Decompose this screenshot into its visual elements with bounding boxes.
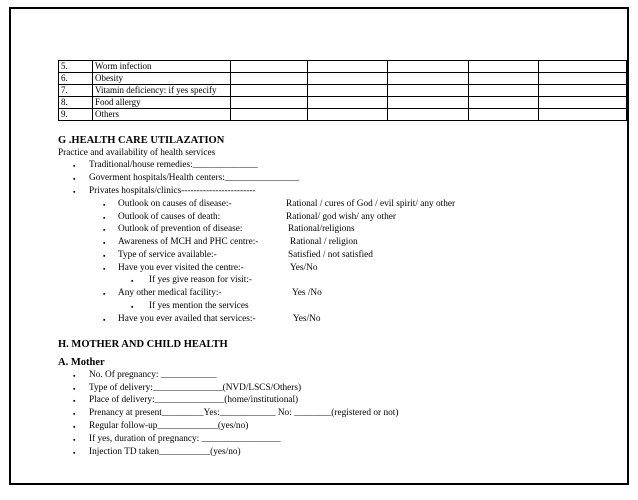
table-row: [59, 109, 627, 121]
row-number: 7.: [59, 85, 93, 97]
list-item: If yes, duration of pregnancy: _________________: [89, 434, 281, 444]
table-cell: [539, 73, 627, 85]
list-item: No. Of pregnancy: ____________: [89, 370, 217, 380]
row-label: Vitamin deficiency: if yes specify: [93, 85, 231, 97]
table-cell: [307, 61, 388, 73]
bullet-icon: ▪: [103, 252, 106, 260]
section-h-heading: H. MOTHER AND CHILD HEALTH: [58, 339, 228, 350]
sub-item-question: If yes mention the services: [149, 301, 249, 311]
table-cell: [469, 109, 539, 121]
list-item: Goverment hospitals/Health centers:________________: [89, 173, 300, 183]
table-cell: [230, 109, 307, 121]
row-number: 9.: [59, 109, 93, 121]
row-number: 6.: [59, 73, 93, 85]
table-cell: [469, 61, 539, 73]
bullet-icon: ▪: [73, 385, 76, 393]
bullet-icon: ▪: [73, 372, 76, 380]
sub-item-question: Type of service available:-: [118, 250, 217, 260]
document-page: [9, 7, 629, 485]
table-cell: [388, 73, 469, 85]
sub-item-answer: Satisfied / not satisfied: [288, 250, 373, 260]
row-number: 5.: [59, 61, 93, 73]
table-row: [59, 61, 627, 73]
row-label: Others: [93, 109, 231, 121]
bullet-icon: ▪: [131, 277, 134, 285]
row-label: Food allergy: [93, 97, 231, 109]
section-g-intro: Practice and availability of health services: [58, 148, 216, 158]
bullet-icon: ▪: [103, 265, 106, 273]
list-item: Place of delivery:_______________(home/institutional): [89, 395, 299, 405]
sub-item-question: If yes give reason for visit:-: [149, 275, 253, 285]
sub-item-answer: Rational / religion: [290, 237, 358, 247]
list-item: Type of delivery:_______________(NVD/LSCS/Others): [89, 383, 302, 393]
table-cell: [230, 85, 307, 97]
table-row: [59, 85, 627, 97]
table-cell: [469, 85, 539, 97]
section-g-heading: G .HEALTH CARE UTILAZATION: [58, 135, 225, 146]
sub-item-answer: Yes/No: [290, 263, 318, 273]
bullet-icon: ▪: [103, 316, 106, 324]
sub-item-answer: Yes/No: [293, 314, 321, 324]
bullet-icon: ▪: [73, 449, 76, 457]
sub-item-question: Have you ever availed that services:-: [118, 314, 256, 324]
bullet-icon: ▪: [103, 226, 106, 234]
table-cell: [230, 61, 307, 73]
table-cell: [539, 85, 627, 97]
bullet-icon: ▪: [73, 188, 76, 196]
table-cell: [307, 85, 388, 97]
health-table: [58, 60, 627, 121]
bullet-icon: ▪: [73, 423, 76, 431]
sub-item-answer: Rational/ god wish/ any other: [286, 212, 396, 222]
table-cell: [539, 109, 627, 121]
bullet-icon: ▪: [73, 436, 76, 444]
sub-item-answer: Rational/religions: [288, 224, 355, 234]
sub-item-question: Outlook on causes of disease:-: [118, 199, 232, 209]
table-cell: [230, 73, 307, 85]
table-cell: [539, 61, 627, 73]
sub-item-question: Outlook of causes of death:: [118, 212, 221, 222]
bullet-icon: ▪: [73, 410, 76, 418]
row-number: 8.: [59, 97, 93, 109]
table-cell: [539, 97, 627, 109]
table-row: [59, 73, 627, 85]
table-cell: [469, 97, 539, 109]
bullet-icon: ▪: [73, 162, 76, 170]
bullet-icon: ▪: [103, 201, 106, 209]
list-item: Injection TD taken___________(yes/no): [89, 447, 241, 457]
table-cell: [307, 73, 388, 85]
row-label: Obesity: [93, 73, 231, 85]
section-h-subheading: A. Mother: [58, 357, 105, 368]
sub-item-question: Awareness of MCH and PHC centre:-: [118, 237, 259, 247]
sub-item-answer: Rational / cures of God / evil spirit/ any other: [286, 199, 456, 209]
bullet-icon: ▪: [103, 214, 106, 222]
sub-item-question: Any other medical facility:-: [118, 288, 222, 298]
list-item: Prenancy at present_________Yes:____________ No: ________(registered or not): [89, 408, 399, 418]
sub-item-question: Outlook of prevention of disease:: [118, 224, 243, 234]
bullet-icon: ▪: [73, 397, 76, 405]
table-cell: [469, 73, 539, 85]
list-item: Privates hospitals/clinics------------------------: [89, 186, 256, 196]
table-cell: [307, 109, 388, 121]
table-cell: [388, 85, 469, 97]
sub-item-question: Have you ever visited the centre:-: [118, 263, 244, 273]
bullet-icon: ▪: [103, 290, 106, 298]
table-cell: [307, 97, 388, 109]
bullet-icon: ▪: [131, 303, 134, 311]
table-cell: [230, 97, 307, 109]
bullet-icon: ▪: [73, 175, 76, 183]
row-label: Worm infection: [93, 61, 231, 73]
bullet-icon: ▪: [103, 239, 106, 247]
sub-item-answer: Yes /No: [292, 288, 322, 298]
list-item: Regular follow-up_____________(yes/no): [89, 421, 249, 431]
list-item: Traditional/house remedies:______________: [89, 160, 258, 170]
table-cell: [388, 61, 469, 73]
table-row: [59, 97, 627, 109]
table-cell: [388, 109, 469, 121]
table-cell: [388, 97, 469, 109]
